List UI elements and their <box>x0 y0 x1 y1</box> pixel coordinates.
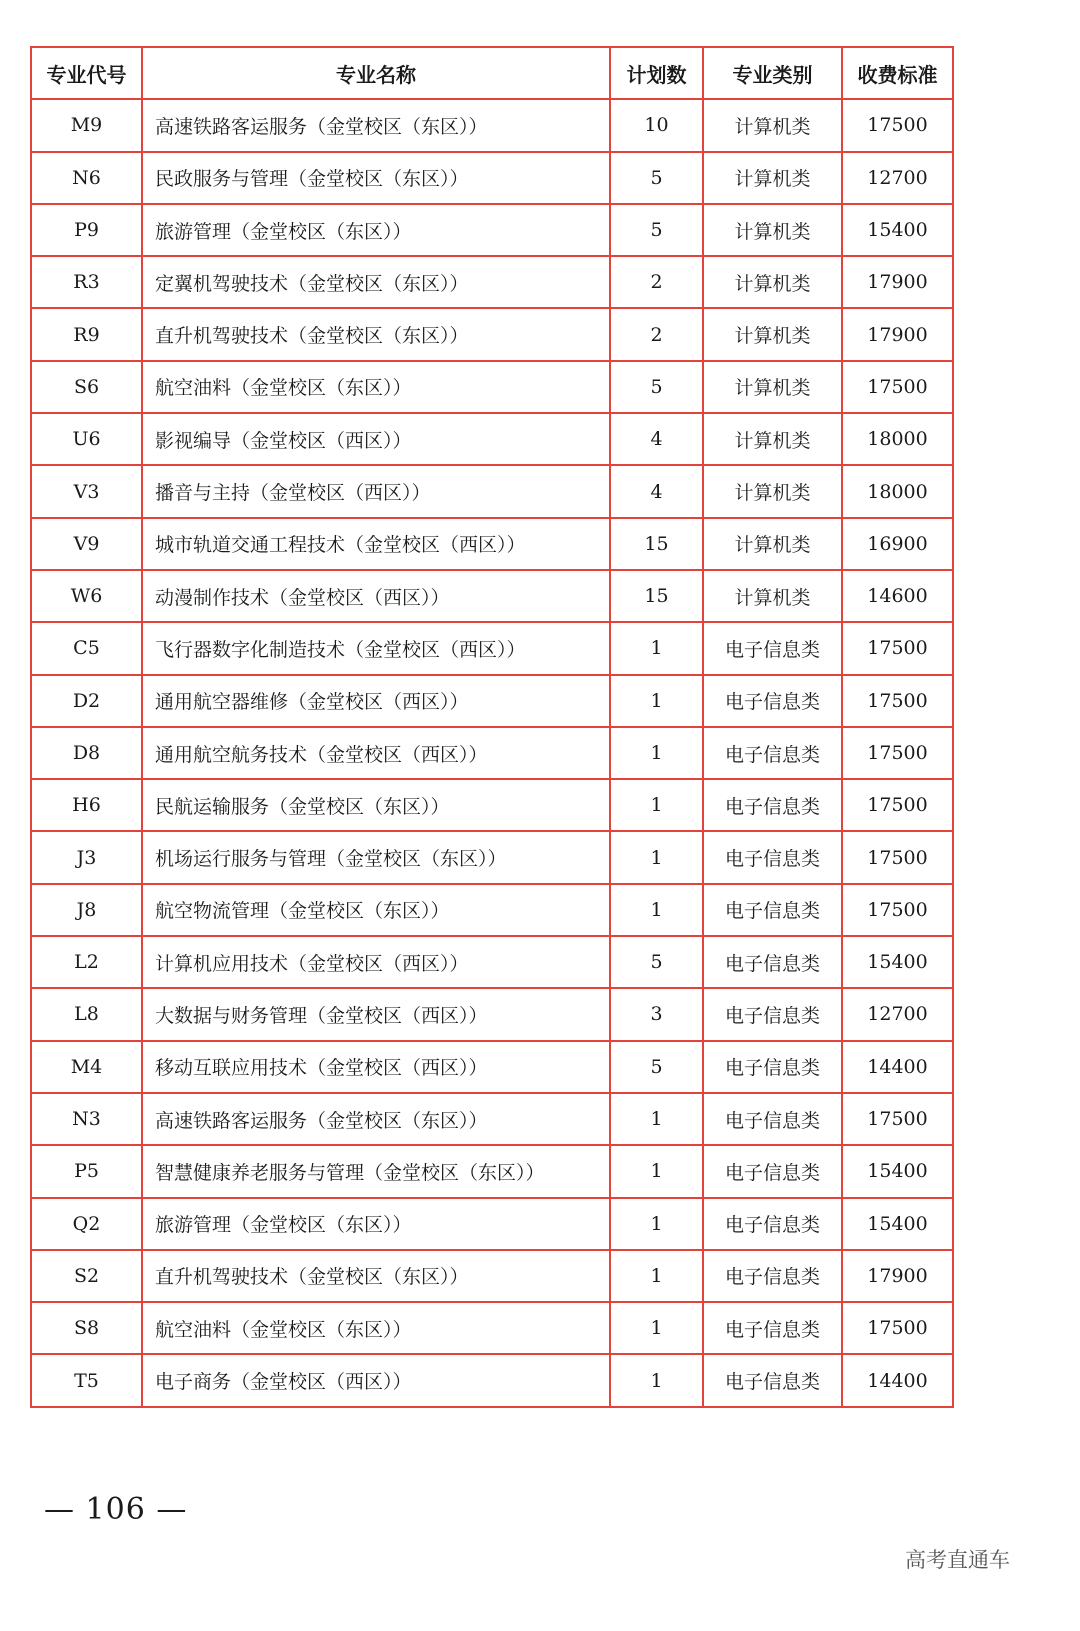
cell-code: Q2 <box>31 1198 142 1250</box>
cell-fee: 17500 <box>842 1302 953 1354</box>
table-row <box>31 1198 953 1250</box>
cell-plan: 1 <box>610 1145 703 1197</box>
cell-code: W6 <box>31 570 142 622</box>
cell-plan: 1 <box>610 779 703 831</box>
cell-code: H6 <box>31 779 142 831</box>
cell-fee: 12700 <box>842 988 953 1040</box>
cell-name: 航空物流管理（金堂校区（东区）） <box>142 884 610 936</box>
cell-fee: 14600 <box>842 570 953 622</box>
cell-code: R9 <box>31 308 142 360</box>
cell-name: 通用航空航务技术（金堂校区（西区）） <box>142 727 610 779</box>
cell-name: 大数据与财务管理（金堂校区（西区）） <box>142 988 610 1040</box>
table-header-row <box>31 47 953 99</box>
cell-plan: 15 <box>610 518 703 570</box>
cell-plan: 4 <box>610 465 703 517</box>
cell-plan: 1 <box>610 675 703 727</box>
cell-plan: 5 <box>610 204 703 256</box>
cell-category: 电子信息类 <box>703 727 842 779</box>
cell-name: 旅游管理（金堂校区（东区）） <box>142 204 610 256</box>
header-code: 专业代号 <box>31 47 142 99</box>
cell-code: N6 <box>31 152 142 204</box>
table-row <box>31 99 953 151</box>
table-row <box>31 361 953 413</box>
cell-plan: 1 <box>610 1093 703 1145</box>
cell-code: P9 <box>31 204 142 256</box>
table-row <box>31 779 953 831</box>
cell-name: 电子商务（金堂校区（西区）） <box>142 1354 610 1406</box>
cell-fee: 17500 <box>842 361 953 413</box>
cell-name: 播音与主持（金堂校区（西区）） <box>142 465 610 517</box>
cell-category: 计算机类 <box>703 256 842 308</box>
cell-name: 城市轨道交通工程技术（金堂校区（西区）） <box>142 518 610 570</box>
cell-fee: 17500 <box>842 675 953 727</box>
cell-code: C5 <box>31 622 142 674</box>
table-row <box>31 204 953 256</box>
cell-plan: 5 <box>610 1041 703 1093</box>
cell-plan: 1 <box>610 1354 703 1406</box>
cell-fee: 14400 <box>842 1354 953 1406</box>
cell-plan: 10 <box>610 99 703 151</box>
table-row <box>31 1354 953 1406</box>
cell-name: 航空油料（金堂校区（东区）） <box>142 361 610 413</box>
cell-code: L8 <box>31 988 142 1040</box>
cell-name: 直升机驾驶技术（金堂校区（东区）） <box>142 1250 610 1302</box>
cell-code: V9 <box>31 518 142 570</box>
cell-fee: 17500 <box>842 99 953 151</box>
cell-name: 影视编导（金堂校区（西区）） <box>142 413 610 465</box>
cell-category: 电子信息类 <box>703 1354 842 1406</box>
cell-category: 电子信息类 <box>703 622 842 674</box>
cell-category: 计算机类 <box>703 570 842 622</box>
table-row <box>31 675 953 727</box>
cell-code: N3 <box>31 1093 142 1145</box>
table-row <box>31 413 953 465</box>
header-name: 专业名称 <box>142 47 610 99</box>
cell-fee: 18000 <box>842 413 953 465</box>
cell-plan: 5 <box>610 152 703 204</box>
cell-code: R3 <box>31 256 142 308</box>
cell-category: 计算机类 <box>703 152 842 204</box>
table-row <box>31 308 953 360</box>
cell-code: D8 <box>31 727 142 779</box>
cell-fee: 12700 <box>842 152 953 204</box>
table-row <box>31 152 953 204</box>
cell-code: S6 <box>31 361 142 413</box>
cell-code: J8 <box>31 884 142 936</box>
table-row <box>31 1041 953 1093</box>
cell-category: 计算机类 <box>703 204 842 256</box>
cell-code: M4 <box>31 1041 142 1093</box>
cell-plan: 2 <box>610 256 703 308</box>
cell-category: 计算机类 <box>703 99 842 151</box>
cell-category: 电子信息类 <box>703 1250 842 1302</box>
header-plan: 计划数 <box>610 47 703 99</box>
header-category: 专业类别 <box>703 47 842 99</box>
cell-name: 航空油料（金堂校区（东区）） <box>142 1302 610 1354</box>
cell-plan: 1 <box>610 727 703 779</box>
cell-plan: 1 <box>610 1302 703 1354</box>
cell-code: S8 <box>31 1302 142 1354</box>
table-row <box>31 518 953 570</box>
table-row <box>31 1145 953 1197</box>
cell-code: L2 <box>31 936 142 988</box>
cell-category: 计算机类 <box>703 413 842 465</box>
cell-fee: 17500 <box>842 622 953 674</box>
cell-name: 移动互联应用技术（金堂校区（西区）） <box>142 1041 610 1093</box>
cell-name: 机场运行服务与管理（金堂校区（东区）） <box>142 831 610 883</box>
cell-fee: 14400 <box>842 1041 953 1093</box>
cell-plan: 2 <box>610 308 703 360</box>
cell-category: 电子信息类 <box>703 779 842 831</box>
enrollment-table-container <box>30 46 954 1408</box>
cell-fee: 18000 <box>842 465 953 517</box>
cell-category: 计算机类 <box>703 518 842 570</box>
cell-name: 定翼机驾驶技术（金堂校区（东区）） <box>142 256 610 308</box>
cell-name: 通用航空器维修（金堂校区（西区）） <box>142 675 610 727</box>
cell-name: 民政服务与管理（金堂校区（东区）） <box>142 152 610 204</box>
table-row <box>31 884 953 936</box>
cell-category: 计算机类 <box>703 361 842 413</box>
table-row <box>31 622 953 674</box>
cell-category: 电子信息类 <box>703 675 842 727</box>
cell-plan: 1 <box>610 622 703 674</box>
cell-fee: 17900 <box>842 256 953 308</box>
table-row <box>31 256 953 308</box>
table-row <box>31 465 953 517</box>
cell-code: M9 <box>31 99 142 151</box>
cell-fee: 17500 <box>842 727 953 779</box>
cell-plan: 5 <box>610 361 703 413</box>
cell-category: 计算机类 <box>703 465 842 517</box>
cell-plan: 5 <box>610 936 703 988</box>
cell-name: 智慧健康养老服务与管理（金堂校区（东区）） <box>142 1145 610 1197</box>
cell-plan: 15 <box>610 570 703 622</box>
table-row <box>31 727 953 779</box>
enrollment-table <box>30 46 954 1408</box>
cell-fee: 16900 <box>842 518 953 570</box>
cell-plan: 4 <box>610 413 703 465</box>
cell-code: T5 <box>31 1354 142 1406</box>
table-row <box>31 936 953 988</box>
cell-category: 计算机类 <box>703 308 842 360</box>
cell-fee: 15400 <box>842 1198 953 1250</box>
cell-fee: 17500 <box>842 1093 953 1145</box>
table-row <box>31 1250 953 1302</box>
cell-fee: 17900 <box>842 308 953 360</box>
table-body <box>31 99 953 1406</box>
table-row <box>31 570 953 622</box>
cell-fee: 17500 <box>842 831 953 883</box>
cell-name: 计算机应用技术（金堂校区（西区）） <box>142 936 610 988</box>
cell-category: 电子信息类 <box>703 1198 842 1250</box>
cell-category: 电子信息类 <box>703 988 842 1040</box>
cell-category: 电子信息类 <box>703 1145 842 1197</box>
cell-plan: 1 <box>610 884 703 936</box>
cell-category: 电子信息类 <box>703 1093 842 1145</box>
cell-plan: 1 <box>610 1250 703 1302</box>
cell-category: 电子信息类 <box>703 1041 842 1093</box>
cell-fee: 17900 <box>842 1250 953 1302</box>
cell-plan: 1 <box>610 1198 703 1250</box>
cell-code: U6 <box>31 413 142 465</box>
cell-fee: 17500 <box>842 884 953 936</box>
table-row <box>31 988 953 1040</box>
page-number: — 106 — <box>44 1492 188 1527</box>
cell-code: P5 <box>31 1145 142 1197</box>
cell-code: D2 <box>31 675 142 727</box>
cell-category: 电子信息类 <box>703 1302 842 1354</box>
cell-name: 动漫制作技术（金堂校区（西区）） <box>142 570 610 622</box>
cell-fee: 15400 <box>842 1145 953 1197</box>
cell-name: 高速铁路客运服务（金堂校区（东区）） <box>142 1093 610 1145</box>
cell-fee: 15400 <box>842 204 953 256</box>
header-fee: 收费标准 <box>842 47 953 99</box>
cell-code: J3 <box>31 831 142 883</box>
table-row <box>31 831 953 883</box>
cell-plan: 1 <box>610 831 703 883</box>
cell-plan: 3 <box>610 988 703 1040</box>
cell-fee: 17500 <box>842 779 953 831</box>
cell-category: 电子信息类 <box>703 884 842 936</box>
table-row <box>31 1093 953 1145</box>
cell-name: 飞行器数字化制造技术（金堂校区（西区）） <box>142 622 610 674</box>
cell-code: S2 <box>31 1250 142 1302</box>
cell-name: 民航运输服务（金堂校区（东区）） <box>142 779 610 831</box>
watermark-text: 高考直通车 <box>905 1548 1010 1572</box>
cell-name: 直升机驾驶技术（金堂校区（东区）） <box>142 308 610 360</box>
table-row <box>31 1302 953 1354</box>
cell-fee: 15400 <box>842 936 953 988</box>
cell-name: 旅游管理（金堂校区（东区）） <box>142 1198 610 1250</box>
cell-code: V3 <box>31 465 142 517</box>
cell-name: 高速铁路客运服务（金堂校区（东区）） <box>142 99 610 151</box>
cell-category: 电子信息类 <box>703 936 842 988</box>
cell-category: 电子信息类 <box>703 831 842 883</box>
